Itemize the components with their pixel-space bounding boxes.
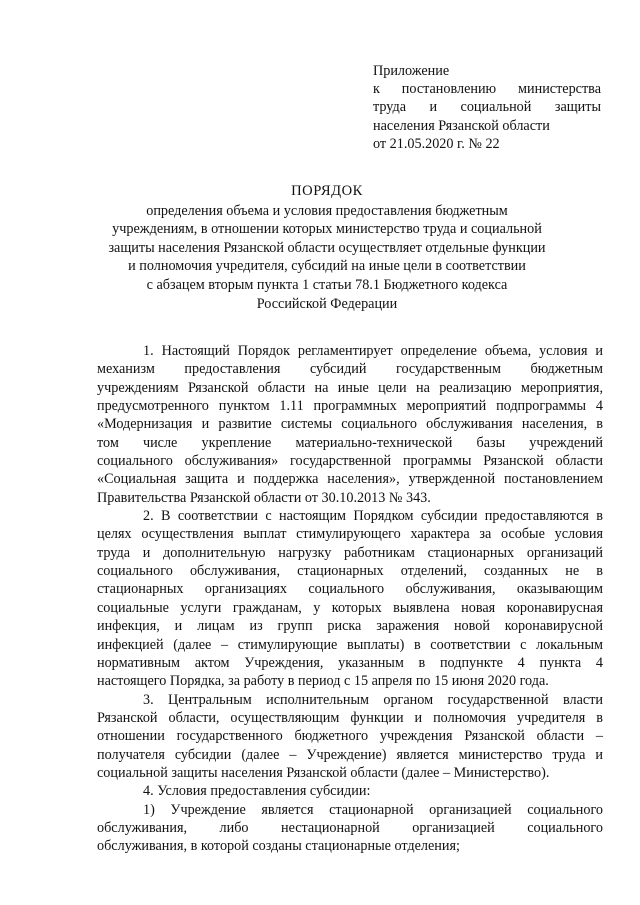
- paragraph-2-line: труда и дополнительную нагрузку работникам стационарных организаций: [97, 544, 603, 561]
- title-line: Российской Федерации: [256, 295, 398, 312]
- paragraph-2-line: настоящего Порядка, за работу в период с 15 апреля по 15 июня 2020 года.: [97, 673, 549, 690]
- document-heading: ПОРЯДОК: [291, 183, 363, 199]
- paragraph-3-line: 3. Центральным исполнительным органом государственной власти: [143, 691, 603, 708]
- appendix-line: Приложение: [373, 63, 450, 79]
- paragraph-2-line: социальные услуги гражданам, у которых выявлена новая коронавирусная: [97, 599, 603, 616]
- paragraph-1-line: 1. Настоящий Порядок регламентирует определение объема, условия и: [143, 343, 603, 359]
- paragraph-3-line: социальной защиты населения Рязанской области (далее – Министерство).: [97, 764, 550, 781]
- paragraph-1-line: предусмотренного пунктом 1.11 программных мероприятий подпрограммы 4: [97, 398, 603, 415]
- paragraph-2-line: нормативным актом Учреждения, указанным в подпункте 4 пункта 4: [97, 654, 603, 671]
- title-line: определения объема и условия предоставления бюджетным: [146, 202, 508, 219]
- paragraph-2-line: социального обслуживания, стационарных отделений, созданных не в: [97, 563, 603, 580]
- paragraph-1-line: механизм предоставления субсидий государственным бюджетным: [97, 361, 603, 378]
- paragraph-2-line: целях осуществления выплат стимулирующего характера за особые условия: [97, 526, 603, 543]
- title-line: с абзацем вторым пункта 1 статьи 78.1 Бюджетного кодекса: [146, 276, 508, 293]
- paragraph-2-line: 2. В соответствии с настоящим Порядком субсидии предоставляются в: [143, 508, 603, 525]
- document-title: [108, 182, 546, 313]
- title-line: и полномочия учредителя, субсидий на иные цели в соответствии: [128, 258, 526, 275]
- title-line: учреждениям, в отношении которых министерство труда и социальной: [112, 221, 542, 238]
- subparagraph-1-line: обслуживания, либо нестационарной организацией социального: [97, 819, 603, 836]
- paragraph-2-line: инфекцией (далее – стимулирующие выплаты) в соответствии с локальным: [97, 636, 603, 653]
- paragraph-1-line: социального обслуживания» государственной программы Рязанской области: [97, 453, 603, 470]
- paragraph-1-line: учреждениям Рязанской области на иные цели на реализацию мероприятия,: [97, 379, 603, 396]
- title-line: защиты населения Рязанской области осуществляет отдельные функции: [108, 239, 546, 256]
- paragraph-1-line: «Модернизация и развитие системы социального обслуживания населения, в: [97, 416, 603, 433]
- paragraph-1-line: Правительства Рязанской области от 30.10.2013 № 343.: [97, 489, 431, 506]
- appendix-line: от 21.05.2020 г. № 22: [373, 135, 500, 152]
- paragraph-3-line: отношении государственного бюджетного учреждения Рязанской области –: [97, 728, 603, 745]
- appendix-line: к постановлению министерства: [373, 81, 601, 98]
- subparagraph-1-line: 1) Учреждение является стационарной организацией социального: [143, 801, 603, 818]
- document-body: [97, 342, 603, 856]
- appendix-line: труда и социальной защиты: [373, 99, 601, 116]
- paragraph-2-line: стационарных организациях социального обслуживания, оказывающим: [97, 581, 603, 598]
- paragraph-2-line: инфекция, и лицам из групп риска заражения новой коронавирусной: [97, 618, 603, 635]
- paragraph-3-line: Рязанской области, осуществляющим функции и полномочия учредителя в: [97, 709, 603, 726]
- appendix-line: населения Рязанской области: [373, 117, 550, 134]
- appendix-block: [373, 62, 601, 153]
- paragraph-1-line: том числе укрепление материально-технической базы учреждений: [97, 434, 603, 451]
- paragraph-4-line: 4. Условия предоставления субсидии:: [143, 783, 371, 800]
- paragraph-1-line: «Социальная защита и поддержка населения», утвержденной постановлением: [97, 471, 603, 488]
- subparagraph-1-line: обслуживания, в которой созданы стационарные отделения;: [97, 838, 460, 855]
- paragraph-3-line: получателя субсидии (далее – Учреждение) является министерство труда и: [97, 746, 603, 763]
